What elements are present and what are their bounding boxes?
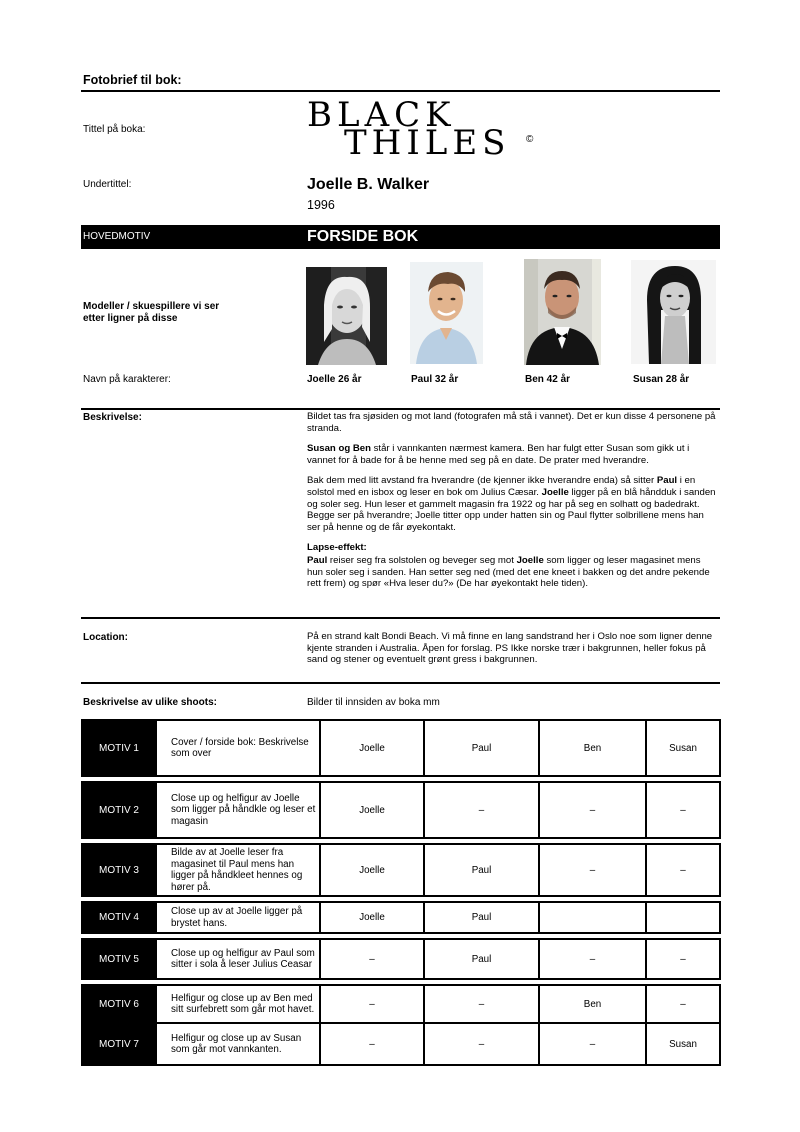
title-label: Tittel på boka: <box>83 124 146 135</box>
portrait-ben-photo <box>524 259 601 365</box>
motif-label: MOTIV 2 <box>82 782 156 838</box>
table-row <box>82 985 720 1023</box>
motif-table <box>81 719 721 1066</box>
description-paragraph-3: Bak dem med litt avstand fra hverandre (de kjenner ikke hverandre enda) så sitter Paul i en solstol med en isbox og leser en bok om Julius Cæsar. Joelle ligger på en blå håndduk i sanden og soler seg. Hun leser et gammelt magasin fra 1922 og har på seg en solhatt og badedrakt. Begge ser på hverandre; Joelle titter opp under hatten sin og Paul flytter solbrillene mens han ser på henne og de får øyekontakt. <box>307 475 716 533</box>
motif-cell-susan: – <box>646 939 720 979</box>
logo-line-1: BLACK <box>307 95 456 135</box>
motif-cell-joelle: Joelle <box>320 720 424 776</box>
shoots-label: Beskrivelse av ulike shoots: <box>83 697 217 708</box>
motif-cell-ben <box>539 902 646 933</box>
motif-label: MOTIV 7 <box>82 1023 156 1065</box>
section-right-label: FORSIDE BOK <box>307 228 419 245</box>
book-logo <box>307 95 547 163</box>
location-text: På en strand kalt Bondi Beach. Vi må finne en lang sandstrand her i Oslo noe som ligner denne kjente stranden i Australia. Åpen for forslag. PS Ikke norske trær i bakgrunnen, heller fokus på sand og stener og eventuelt grønt gress i bakgrunnen. <box>307 631 713 666</box>
portrait-susan-icon <box>631 260 716 364</box>
motif-cell-paul: – <box>424 782 539 838</box>
models-label: Modeller / skuespillere vi ser etter ligner på disse <box>83 301 220 324</box>
location-rule <box>81 617 720 619</box>
motif-cell-ben: – <box>539 844 646 896</box>
section-left-label: HOVEDMOTIV <box>83 231 151 242</box>
shoots-rule <box>81 682 720 684</box>
motif-cell-joelle: – <box>320 939 424 979</box>
table-row <box>82 782 720 838</box>
motif-cell-susan: Susan <box>646 720 720 776</box>
document-title: Fotobrief til bok: <box>83 73 182 87</box>
motif-cell-joelle: Joelle <box>320 782 424 838</box>
motif-label: MOTIV 1 <box>82 720 156 776</box>
book-year: 1996 <box>307 198 335 212</box>
table-row <box>82 844 720 896</box>
motif-description: Cover / forside bok: Beskrivelse som over <box>156 720 320 776</box>
motif-description: Helfigur og close up av Susan som går mot vannkanten. <box>156 1023 320 1065</box>
motif-description: Helfigur og close up av Ben med sitt surfebrett som går mot havet. <box>156 985 320 1023</box>
description-label: Beskrivelse: <box>83 412 142 423</box>
motif-description: Bilde av at Joelle leser fra magasinet til Paul mens han ligger på håndkleet hennes og hører på. <box>156 844 320 896</box>
motif-cell-ben: Ben <box>539 720 646 776</box>
motif-label: MOTIV 4 <box>82 902 156 933</box>
motif-cell-paul: – <box>424 1023 539 1065</box>
character-name-joelle: Joelle 26 år <box>307 374 362 385</box>
motif-cell-ben: – <box>539 939 646 979</box>
motif-cell-paul: Paul <box>424 939 539 979</box>
portrait-ben-icon <box>524 259 601 365</box>
location-label: Location: <box>83 632 128 643</box>
lapse-effect-title: Lapse-effekt: <box>307 542 367 554</box>
description-paragraph-4: Paul reiser seg fra solstolen og beveger seg mot Joelle som ligger og leser magasinet mens hun soler seg i sanden. Han setter seg ned (med det ene kneet i bakken og det andre pekende rett frem) og spør «Hva leser du?» (De har øyekontakt hele tiden). <box>307 554 710 590</box>
title-rule <box>81 90 720 92</box>
motif-description: Close up og helfigur av Paul som sitter i sola å leser Julius Ceasar <box>156 939 320 979</box>
character-name-paul: Paul 32 år <box>411 374 459 385</box>
motif-cell-ben: – <box>539 1023 646 1065</box>
motif-cell-paul: Paul <box>424 902 539 933</box>
book-subtitle: Joelle B. Walker <box>307 176 430 193</box>
motif-label: MOTIV 5 <box>82 939 156 979</box>
logo-copyright-mark: © <box>526 134 534 145</box>
character-name-susan: Susan 28 år <box>633 374 690 385</box>
description-paragraph-2: Susan og Ben står i vannkanten nærmest kamera. Ben har fulgt etter Susan som gikk ut i vannet for å bade for å be henne med seg på en date. De prater med hverandre. <box>307 443 690 466</box>
motif-cell-paul: Paul <box>424 844 539 896</box>
motif-label: MOTIV 6 <box>82 985 156 1023</box>
motif-cell-susan: Susan <box>646 1023 720 1065</box>
logo-line-2: THILES <box>344 123 511 163</box>
description-paragraph-1: Bildet tas fra sjøsiden og mot land (fotografen må stå i vannet). Det er kun disse 4 personene på stranda. <box>307 411 716 434</box>
motif-cell-joelle: – <box>320 985 424 1023</box>
motif-cell-susan: – <box>646 844 720 896</box>
portrait-joelle-icon <box>306 267 387 365</box>
subtitle-label: Undertittel: <box>83 179 132 190</box>
motif-cell-susan: – <box>646 985 720 1023</box>
section-bar <box>81 225 720 249</box>
portrait-susan-photo <box>631 260 716 364</box>
motif-description: Close up og helfigur av Joelle som ligger på håndkle og leser et magasin <box>156 782 320 838</box>
motif-cell-susan: – <box>646 782 720 838</box>
motif-cell-joelle: – <box>320 1023 424 1065</box>
motif-cell-susan <box>646 902 720 933</box>
portrait-paul-photo <box>410 262 483 364</box>
motif-cell-ben: – <box>539 782 646 838</box>
motif-cell-ben: Ben <box>539 985 646 1023</box>
motif-label: MOTIV 3 <box>82 844 156 896</box>
description-rule <box>81 408 720 410</box>
table-row <box>82 720 720 776</box>
table-row <box>82 902 720 933</box>
motif-description: Close up av at Joelle ligger på brystet hans. <box>156 902 320 933</box>
motif-cell-joelle: Joelle <box>320 844 424 896</box>
shoots-note: Bilder til innsiden av boka mm <box>307 697 440 708</box>
portrait-paul-icon <box>410 262 483 364</box>
motif-cell-paul: – <box>424 985 539 1023</box>
table-row <box>82 939 720 979</box>
portrait-joelle-photo <box>306 267 387 365</box>
table-row <box>82 1023 720 1065</box>
names-label: Navn på karakterer: <box>83 374 171 385</box>
motif-cell-joelle: Joelle <box>320 902 424 933</box>
description-body <box>307 411 719 599</box>
character-name-ben: Ben 42 år <box>525 374 571 385</box>
motif-cell-paul: Paul <box>424 720 539 776</box>
